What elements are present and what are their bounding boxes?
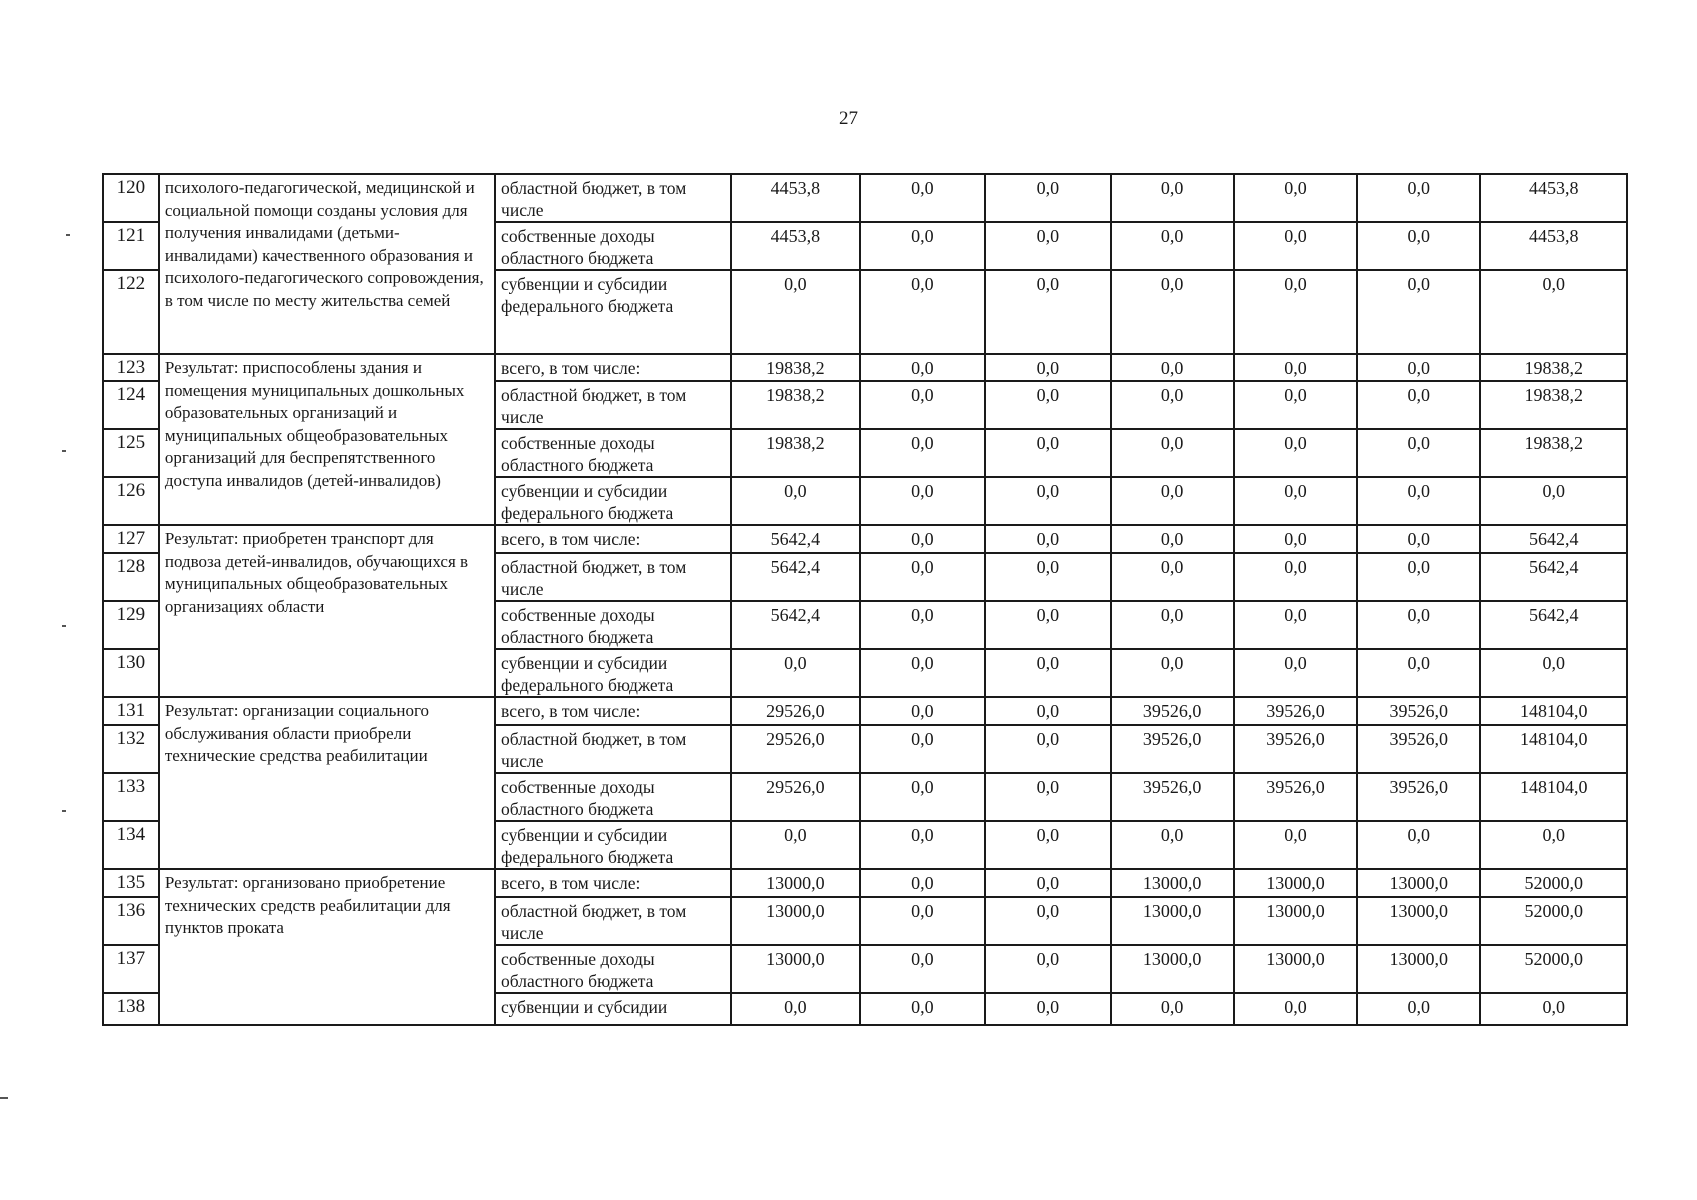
amount-cell: 0,0	[1234, 649, 1357, 697]
amount-cell: 0,0	[860, 821, 985, 869]
funding-source: всего, в том числе:	[495, 525, 731, 553]
funding-source: субвенции и субсидии	[495, 993, 731, 1025]
table-row	[103, 354, 1627, 381]
amount-cell: 4453,8	[731, 222, 860, 270]
amount-cell: 0,0	[860, 525, 985, 553]
row-number: 128	[103, 553, 159, 601]
amount-cell: 29526,0	[731, 697, 860, 725]
row-number: 121	[103, 222, 159, 270]
amount-cell: 148104,0	[1480, 725, 1627, 773]
amount-cell: 0,0	[1357, 477, 1480, 525]
margin-mark	[0, 1097, 8, 1099]
funding-source: собственные доходы областного бюджета	[495, 429, 731, 477]
amount-cell: 0,0	[860, 697, 985, 725]
amount-cell: 39526,0	[1234, 697, 1357, 725]
amount-cell: 13000,0	[1234, 897, 1357, 945]
amount-cell: 0,0	[860, 270, 985, 354]
row-number: 138	[103, 993, 159, 1025]
amount-cell: 0,0	[985, 697, 1110, 725]
amount-cell: 39526,0	[1111, 697, 1234, 725]
amount-cell: 0,0	[860, 222, 985, 270]
amount-cell: 0,0	[1111, 429, 1234, 477]
funding-source: всего, в том числе:	[495, 697, 731, 725]
amount-cell: 0,0	[985, 897, 1110, 945]
funding-source: всего, в том числе:	[495, 869, 731, 897]
funding-source: субвенции и субсидии федерального бюджета	[495, 821, 731, 869]
funding-source: областной бюджет, в том числе	[495, 381, 731, 429]
amount-cell: 0,0	[985, 773, 1110, 821]
amount-cell: 0,0	[985, 869, 1110, 897]
amount-cell: 13000,0	[1357, 945, 1480, 993]
amount-cell: 39526,0	[1357, 725, 1480, 773]
amount-cell: 0,0	[1480, 821, 1627, 869]
amount-cell: 0,0	[1111, 174, 1234, 222]
amount-cell: 0,0	[860, 429, 985, 477]
row-number: 133	[103, 773, 159, 821]
funding-source: областной бюджет, в том числе	[495, 897, 731, 945]
amount-cell: 0,0	[860, 649, 985, 697]
amount-cell: 148104,0	[1480, 697, 1627, 725]
amount-cell: 0,0	[1111, 222, 1234, 270]
amount-cell: 0,0	[1234, 270, 1357, 354]
amount-cell: 5642,4	[1480, 553, 1627, 601]
amount-cell: 0,0	[1480, 477, 1627, 525]
amount-cell: 0,0	[985, 601, 1110, 649]
amount-cell: 0,0	[1357, 429, 1480, 477]
amount-cell: 13000,0	[1234, 945, 1357, 993]
margin-mark	[66, 234, 70, 236]
result-description: Результат: организации социального обслуживания области приобрели технические средства реабилитации	[159, 697, 495, 869]
amount-cell: 0,0	[860, 897, 985, 945]
amount-cell: 0,0	[860, 773, 985, 821]
amount-cell: 0,0	[1234, 821, 1357, 869]
amount-cell: 39526,0	[1111, 773, 1234, 821]
amount-cell: 52000,0	[1480, 945, 1627, 993]
amount-cell: 0,0	[1234, 354, 1357, 381]
amount-cell: 0,0	[860, 993, 985, 1025]
row-number: 125	[103, 429, 159, 477]
amount-cell: 0,0	[1234, 174, 1357, 222]
result-description: психолого-педагогической, медицинской и социальной помощи созданы условия для получения инвалидами (детьми-инвалидами) качественного образования и психолого-педагогического сопровождения, в том числе по месту жительства семей	[159, 174, 495, 354]
amount-cell: 0,0	[731, 477, 860, 525]
amount-cell: 0,0	[985, 381, 1110, 429]
row-number: 123	[103, 354, 159, 381]
amount-cell: 0,0	[985, 725, 1110, 773]
amount-cell: 0,0	[731, 993, 860, 1025]
amount-cell: 13000,0	[1111, 897, 1234, 945]
amount-cell: 0,0	[860, 174, 985, 222]
row-number: 127	[103, 525, 159, 553]
amount-cell: 0,0	[1357, 821, 1480, 869]
amount-cell: 0,0	[985, 525, 1110, 553]
funding-source: всего, в том числе:	[495, 354, 731, 381]
amount-cell: 0,0	[860, 725, 985, 773]
row-number: 130	[103, 649, 159, 697]
row-number: 126	[103, 477, 159, 525]
amount-cell: 19838,2	[1480, 429, 1627, 477]
row-number: 137	[103, 945, 159, 993]
amount-cell: 13000,0	[731, 945, 860, 993]
amount-cell: 0,0	[985, 354, 1110, 381]
amount-cell: 13000,0	[1234, 869, 1357, 897]
amount-cell: 0,0	[1111, 993, 1234, 1025]
row-number: 131	[103, 697, 159, 725]
amount-cell: 4453,8	[1480, 174, 1627, 222]
amount-cell: 19838,2	[1480, 381, 1627, 429]
amount-cell: 5642,4	[1480, 525, 1627, 553]
row-number: 136	[103, 897, 159, 945]
amount-cell: 0,0	[731, 270, 860, 354]
amount-cell: 19838,2	[1480, 354, 1627, 381]
amount-cell: 39526,0	[1111, 725, 1234, 773]
funding-source: собственные доходы областного бюджета	[495, 601, 731, 649]
amount-cell: 0,0	[1357, 270, 1480, 354]
amount-cell: 13000,0	[1357, 869, 1480, 897]
amount-cell: 39526,0	[1234, 773, 1357, 821]
amount-cell: 0,0	[985, 174, 1110, 222]
amount-cell: 19838,2	[731, 354, 860, 381]
amount-cell: 0,0	[860, 477, 985, 525]
amount-cell: 13000,0	[1357, 897, 1480, 945]
table-row	[103, 174, 1627, 222]
row-number: 122	[103, 270, 159, 354]
funding-source: субвенции и субсидии федерального бюджета	[495, 270, 731, 354]
amount-cell: 52000,0	[1480, 869, 1627, 897]
amount-cell: 19838,2	[731, 381, 860, 429]
amount-cell: 0,0	[985, 270, 1110, 354]
amount-cell: 4453,8	[1480, 222, 1627, 270]
amount-cell: 29526,0	[731, 773, 860, 821]
amount-cell: 0,0	[1111, 270, 1234, 354]
amount-cell: 29526,0	[731, 725, 860, 773]
amount-cell: 5642,4	[731, 525, 860, 553]
table-row	[103, 869, 1627, 897]
result-description: Результат: приспособлены здания и помещения муниципальных дошкольных образовательных организаций и муниципальных общеобразовательных организаций для беспрепятственного доступа инвалидов (детей-инвалидов)	[159, 354, 495, 525]
amount-cell: 0,0	[985, 993, 1110, 1025]
amount-cell: 0,0	[985, 821, 1110, 869]
amount-cell: 5642,4	[1480, 601, 1627, 649]
amount-cell: 0,0	[1357, 649, 1480, 697]
amount-cell: 5642,4	[731, 601, 860, 649]
amount-cell: 148104,0	[1480, 773, 1627, 821]
amount-cell: 5642,4	[731, 553, 860, 601]
result-description: Результат: организовано приобретение технических средств реабилитации для пунктов проката	[159, 869, 495, 1025]
amount-cell: 4453,8	[731, 174, 860, 222]
amount-cell: 0,0	[1357, 354, 1480, 381]
row-number: 129	[103, 601, 159, 649]
amount-cell: 0,0	[985, 945, 1110, 993]
funding-source: субвенции и субсидии федерального бюджета	[495, 477, 731, 525]
amount-cell: 0,0	[1480, 649, 1627, 697]
amount-cell: 0,0	[1234, 525, 1357, 553]
amount-cell: 0,0	[985, 553, 1110, 601]
funding-source: собственные доходы областного бюджета	[495, 945, 731, 993]
funding-source: собственные доходы областного бюджета	[495, 773, 731, 821]
row-number: 132	[103, 725, 159, 773]
amount-cell: 0,0	[1111, 649, 1234, 697]
amount-cell: 0,0	[860, 354, 985, 381]
margin-mark	[62, 810, 66, 812]
amount-cell: 0,0	[1480, 993, 1627, 1025]
funding-source: областной бюджет, в том числе	[495, 553, 731, 601]
amount-cell: 0,0	[1357, 174, 1480, 222]
budget-table	[102, 173, 1628, 1026]
amount-cell: 52000,0	[1480, 897, 1627, 945]
funding-source: собственные доходы областного бюджета	[495, 222, 731, 270]
margin-mark	[62, 625, 66, 627]
row-number: 120	[103, 174, 159, 222]
amount-cell: 13000,0	[1111, 869, 1234, 897]
amount-cell: 0,0	[1234, 553, 1357, 601]
amount-cell: 0,0	[1357, 553, 1480, 601]
amount-cell: 0,0	[985, 429, 1110, 477]
result-description: Результат: приобретен транспорт для подвоза детей-инвалидов, обучающихся в муниципальных общеобразовательных организациях области	[159, 525, 495, 697]
amount-cell: 0,0	[860, 553, 985, 601]
amount-cell: 0,0	[1234, 222, 1357, 270]
amount-cell: 0,0	[1111, 477, 1234, 525]
amount-cell: 0,0	[731, 821, 860, 869]
amount-cell: 0,0	[1357, 601, 1480, 649]
amount-cell: 0,0	[1234, 993, 1357, 1025]
amount-cell: 0,0	[860, 945, 985, 993]
amount-cell: 13000,0	[1111, 945, 1234, 993]
amount-cell: 0,0	[1357, 993, 1480, 1025]
funding-source: субвенции и субсидии федерального бюджета	[495, 649, 731, 697]
amount-cell: 0,0	[1480, 270, 1627, 354]
amount-cell: 0,0	[860, 601, 985, 649]
amount-cell: 39526,0	[1357, 697, 1480, 725]
amount-cell: 0,0	[1111, 381, 1234, 429]
row-number: 124	[103, 381, 159, 429]
funding-source: областной бюджет, в том числе	[495, 725, 731, 773]
amount-cell: 0,0	[1111, 525, 1234, 553]
table-row	[103, 697, 1627, 725]
amount-cell: 0,0	[1111, 553, 1234, 601]
funding-source: областной бюджет, в том числе	[495, 174, 731, 222]
amount-cell: 39526,0	[1234, 725, 1357, 773]
amount-cell: 0,0	[1357, 525, 1480, 553]
amount-cell: 0,0	[1357, 222, 1480, 270]
amount-cell: 0,0	[731, 649, 860, 697]
table-row	[103, 525, 1627, 553]
amount-cell: 19838,2	[731, 429, 860, 477]
amount-cell: 0,0	[860, 381, 985, 429]
amount-cell: 0,0	[1111, 821, 1234, 869]
amount-cell: 0,0	[1111, 601, 1234, 649]
amount-cell: 0,0	[985, 477, 1110, 525]
amount-cell: 0,0	[1357, 381, 1480, 429]
amount-cell: 0,0	[985, 222, 1110, 270]
amount-cell: 0,0	[1111, 354, 1234, 381]
row-number: 135	[103, 869, 159, 897]
amount-cell: 0,0	[1234, 477, 1357, 525]
row-number: 134	[103, 821, 159, 869]
amount-cell: 0,0	[985, 649, 1110, 697]
table-body	[103, 174, 1627, 1025]
amount-cell: 13000,0	[731, 897, 860, 945]
margin-mark	[62, 450, 66, 452]
amount-cell: 0,0	[1234, 381, 1357, 429]
amount-cell: 0,0	[860, 869, 985, 897]
amount-cell: 0,0	[1234, 601, 1357, 649]
amount-cell: 0,0	[1234, 429, 1357, 477]
amount-cell: 13000,0	[731, 869, 860, 897]
amount-cell: 39526,0	[1357, 773, 1480, 821]
page-number: 27	[839, 108, 858, 129]
